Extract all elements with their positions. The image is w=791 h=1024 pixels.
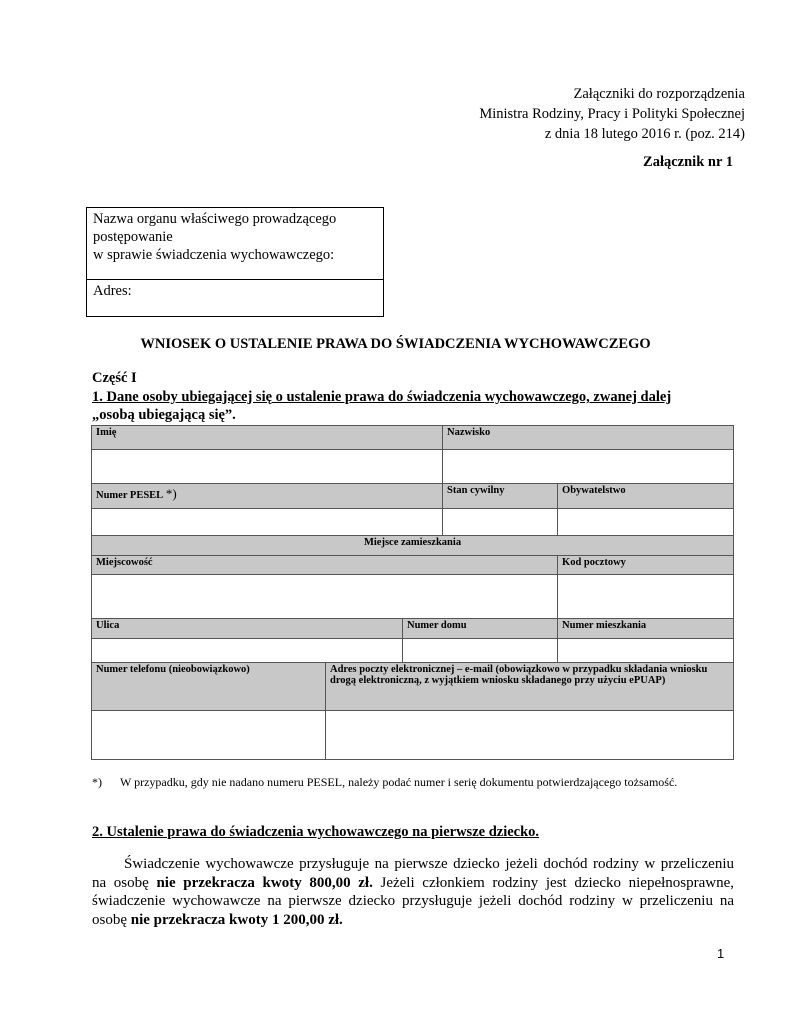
marital-status-label: Stan cywilny <box>443 484 558 509</box>
part-heading: Część I <box>92 370 137 386</box>
pesel-field[interactable] <box>92 509 443 536</box>
first-name-field[interactable] <box>92 450 443 484</box>
paragraph-text-2: Jeżeli członkiem rodziny jest dziecko niepełnosprawne, świadczenie wychowawcze na pierwsze dziecko przysługuje jeżeli dochód rodziny w przeliczeniu na osobę <box>92 874 735 928</box>
postal-code-label: Kod pocztowy <box>558 556 734 575</box>
email-field[interactable] <box>326 711 734 760</box>
section-1-line-1: 1. Dane osoby ubiegającej się o ustalenie prawa do świadczenia wychowawczego, zwanej dalej <box>92 389 672 405</box>
citizenship-label: Obywatelstwo <box>558 484 734 509</box>
town-field[interactable] <box>92 575 558 619</box>
page-number: 1 <box>717 946 725 961</box>
email-label: Adres poczty elektronicznej – e-mail (obowiązkowo w przypadku składania wniosku drogą elektroniczną, z wyjątkiem wniosku składanego przy użyciu ePUAP) <box>326 663 734 711</box>
document-title: WNIOSEK O USTALENIE PRAWA DO ŚWIADCZENIA WYCHOWAWCZEGO <box>140 336 651 352</box>
last-name-field[interactable] <box>443 450 734 484</box>
house-number-label: Numer domu <box>403 619 558 639</box>
paragraph-text-1: Świadczenie wychowawcze przysługuje na pierwsze dziecko jeżeli dochód rodziny w przeliczeniu na osobę <box>92 856 734 891</box>
last-name-label: Nazwisko <box>443 426 734 450</box>
phone-label: Numer telefonu (nieobowiązkowo) <box>92 663 326 711</box>
street-field[interactable] <box>92 639 403 663</box>
footnote-mark: *) <box>92 775 102 789</box>
attachment-number: Załącznik nr 1 <box>643 154 733 170</box>
authority-box <box>86 207 384 317</box>
regulation-header <box>479 84 745 144</box>
residence-heading: Miejsce zamieszkania <box>92 536 734 556</box>
phone-field[interactable] <box>92 711 326 760</box>
address-label: Adres: <box>93 283 132 299</box>
house-number-field[interactable] <box>403 639 558 663</box>
authority-label-line-1: Nazwa organu właściwego prowadzącego <box>93 211 337 227</box>
pesel-footnote <box>92 775 677 790</box>
town-label: Miejscowość <box>92 556 558 575</box>
authority-label-line-2: postępowanie <box>93 229 173 245</box>
section-1-heading <box>92 388 671 424</box>
section-2-paragraph <box>92 855 734 929</box>
pesel-label <box>92 484 443 509</box>
header-line-3: z dnia 18 lutego 2016 r. (poz. 214) <box>544 126 745 142</box>
applicant-data-table <box>91 425 734 760</box>
street-label: Ulica <box>92 619 403 639</box>
authority-label-line-3: w sprawie świadczenia wychowawczego: <box>93 247 335 263</box>
pesel-footnote-mark: *) <box>165 486 177 501</box>
section-1-line-2: „osobą ubiegającą się”. <box>92 407 236 423</box>
authority-address-field[interactable] <box>87 280 383 302</box>
apartment-number-label: Numer mieszkania <box>558 619 734 639</box>
header-line-1: Załączniki do rozporządzenia <box>573 86 745 102</box>
marital-status-field[interactable] <box>443 509 558 536</box>
income-limit-800: nie przekracza kwoty 800,00 zł. <box>156 874 373 891</box>
section-2-heading: 2. Ustalenie prawa do świadczenia wychowawczego na pierwsze dziecko. <box>92 824 540 840</box>
apartment-number-field[interactable] <box>558 639 734 663</box>
citizenship-field[interactable] <box>558 509 734 536</box>
pesel-label-text: Numer PESEL <box>96 490 164 501</box>
postal-code-field[interactable] <box>558 575 734 619</box>
income-limit-1200: nie przekracza kwoty 1 200,00 zł. <box>130 911 343 928</box>
header-line-2: Ministra Rodziny, Pracy i Polityki Społecznej <box>479 106 745 122</box>
authority-name-field[interactable] <box>87 208 383 280</box>
first-name-label: Imię <box>92 426 443 450</box>
footnote-text: W przypadku, gdy nie nadano numeru PESEL, należy podać numer i serię dokumentu potwierdzającego tożsamość. <box>120 775 678 789</box>
